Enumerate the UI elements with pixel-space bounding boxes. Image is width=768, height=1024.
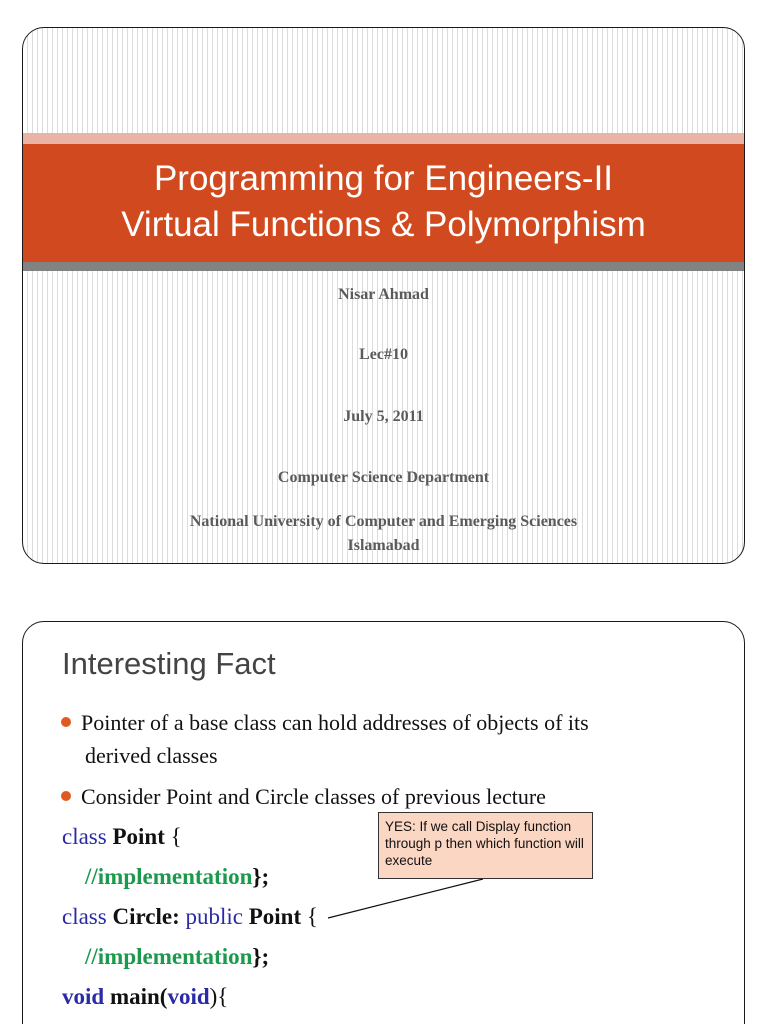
code-keyword: class [62, 904, 107, 929]
code-identifier: main( [109, 984, 168, 1009]
university-name: National University of Computer and Emerging Sciences [189, 513, 578, 530]
code-punctuation: }; [252, 864, 270, 889]
lecture-number: Lec#10 [359, 346, 408, 363]
bullet-text-line2: derived classes [85, 743, 218, 768]
code-line [85, 862, 269, 892]
content-slide [22, 621, 745, 1024]
bullet-item [61, 780, 701, 813]
code-line [85, 942, 269, 972]
code-punctuation: { [170, 824, 182, 849]
title-slide [22, 27, 745, 564]
bullet-text-line1: Pointer of a base class can hold addresses of objects of its [81, 710, 589, 735]
department-name: Computer Science Department [277, 469, 490, 486]
slide-title-line2: Virtual Functions & Polymorphism [121, 205, 646, 244]
city-name: Islamabad [347, 537, 420, 554]
title-band-top-stripe [23, 133, 744, 144]
slide-title-line1: Programming for Engineers-II [153, 159, 614, 198]
callout-box: YES: If we call Display function through p then which function will execute [378, 812, 593, 879]
bullet-text-line1: Consider Point and Circle classes of previous lecture [81, 784, 546, 809]
code-punctuation: ){ [209, 984, 229, 1009]
code-identifier: Point [112, 824, 165, 849]
title-band [23, 144, 744, 262]
bullet-dot-icon [61, 791, 71, 801]
bullet-item [61, 706, 701, 772]
code-comment: //implementation [85, 864, 253, 889]
code-keyword: void [62, 984, 105, 1009]
code-line [62, 902, 318, 932]
code-keyword: void [167, 984, 210, 1009]
code-punctuation: }; [252, 944, 270, 969]
code-comment: //implementation [85, 944, 253, 969]
title-band-bottom-stripe [23, 262, 744, 271]
author-name: Nisar Ahmad [338, 286, 429, 303]
code-line [62, 982, 228, 1012]
code-line [62, 822, 182, 852]
slide-heading: Interesting Fact [62, 646, 276, 681]
bullet-dot-icon [61, 717, 71, 727]
code-identifier: Circle: [112, 904, 180, 929]
code-keyword: class [62, 824, 107, 849]
code-keyword: public [185, 904, 243, 929]
code-identifier: Point [248, 904, 302, 929]
lecture-date: July 5, 2011 [343, 408, 424, 425]
code-punctuation: { [306, 904, 318, 929]
